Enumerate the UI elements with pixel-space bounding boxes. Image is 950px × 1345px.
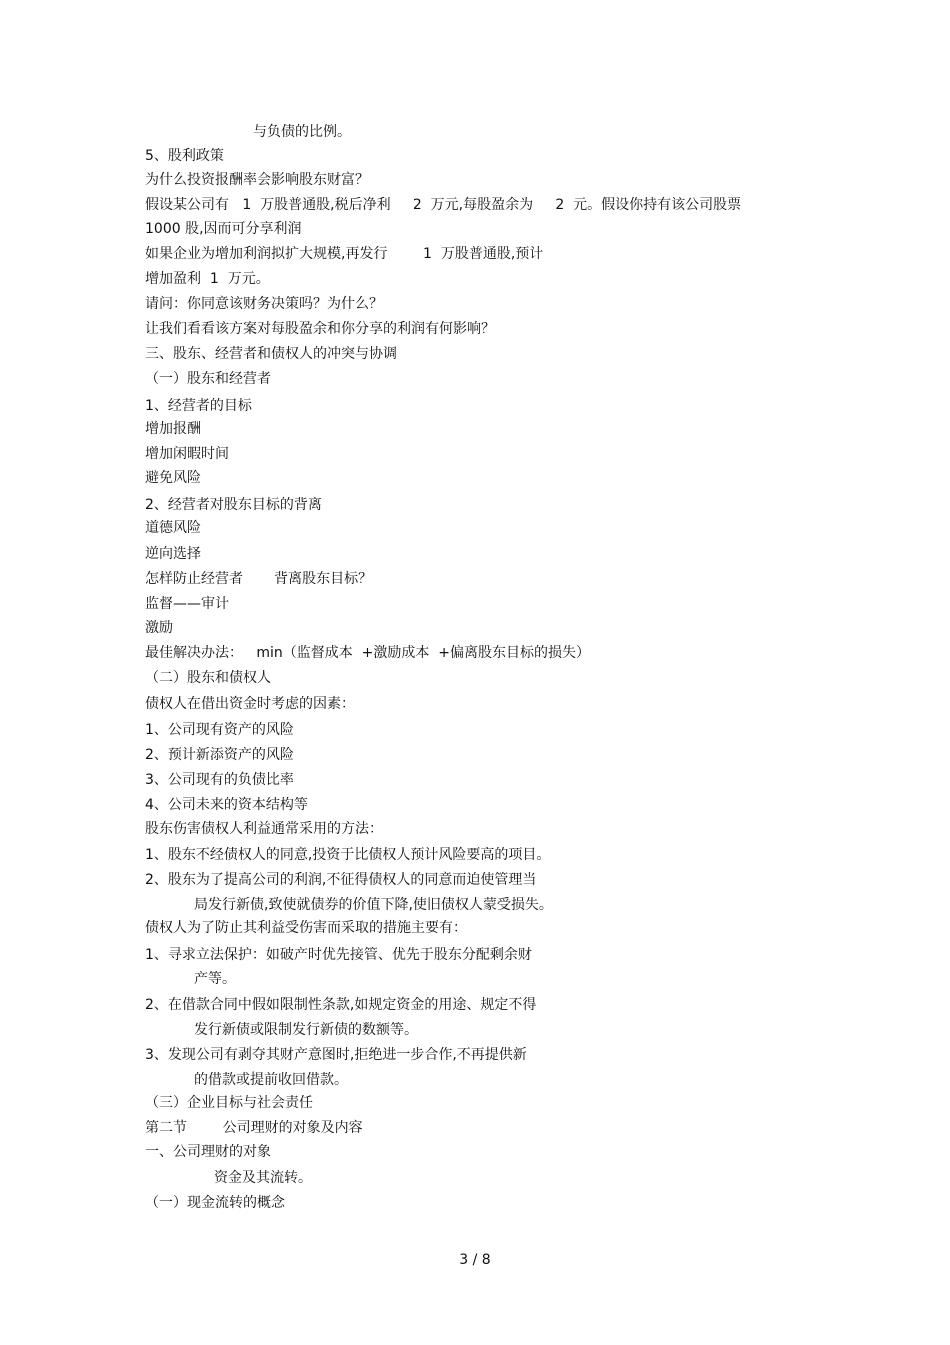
section-heading: 第二节 公司理财的对象及内容 — [145, 1120, 363, 1136]
text-line: 请问：你同意该财务决策吗？为什么？ — [145, 296, 383, 312]
text-line: 3、发现公司有剥夺其财产意图时,拒绝进一步合作,不再提供新 — [145, 1047, 527, 1063]
text-line: 2、在借款合同中假如限制性条款,如规定资金的用途、规定不得 — [145, 997, 537, 1013]
text-line: 假设某公司有 1 万股普通股,税后净利 2 万元,每股盈余为 2 元。假设你持有该公司股票 — [145, 197, 742, 213]
text-line: 2、股东为了提高公司的利润,不征得债权人的同意而迫使管理当 — [145, 872, 537, 888]
text-line: 债权人为了防止其利益受伤害而采取的措施主要有： — [145, 920, 467, 936]
text-line: 怎样防止经营者 背离股东目标？ — [145, 571, 373, 587]
text-line: 债权人在借出资金时考虑的因素： — [145, 696, 355, 712]
text-line: 局发行新债,致使就债券的价值下降,使旧债权人蒙受损失。 — [194, 897, 553, 913]
text-line: 2、预计新添资产的风险 — [145, 747, 294, 763]
text-line: 增加报酬 — [145, 421, 201, 437]
text-line: 1、公司现有资产的风险 — [145, 722, 294, 738]
text-line: 1、股东不经债权人的同意,投资于比债权人预计风险要高的项目。 — [145, 847, 551, 863]
text-line: 与负债的比例。 — [253, 124, 351, 140]
text-line: 为什么投资报酬率会影响股东财富？ — [145, 172, 369, 188]
section-heading: 三、股东、经营者和债权人的冲突与协调 — [145, 346, 397, 362]
subsection-heading: （一）现金流转的概念 — [145, 1195, 285, 1211]
section-heading: 一、公司理财的对象 — [145, 1144, 271, 1160]
text-line: 如果企业为增加利润拟扩大规模,再发行 1 万股普通股,预计 — [145, 246, 544, 262]
text-line: 监督——审计 — [145, 596, 229, 612]
text-line: 资金及其流转。 — [214, 1170, 312, 1186]
text-line: 股东伤害债权人利益通常采用的方法： — [145, 821, 383, 837]
text-line: 最佳解决办法： min（监督成本 +激励成本 +偏离股东目标的损失） — [145, 645, 591, 661]
text-line: 激励 — [145, 620, 173, 636]
text-line: 3、公司现有的负债比率 — [145, 772, 294, 788]
text-line: 产等。 — [194, 971, 236, 987]
text-line: 增加盈利 1 万元。 — [145, 271, 270, 287]
subsection-heading: （三）企业目标与社会责任 — [145, 1095, 313, 1111]
text-line: 发行新债或限制发行新债的数额等。 — [194, 1022, 418, 1038]
text-line: 让我们看看该方案对每股盈余和你分享的利润有何影响？ — [145, 321, 495, 337]
text-line: 4、公司未来的资本结构等 — [145, 797, 308, 813]
text-line: 1、经营者的目标 — [145, 398, 252, 414]
text-line: 2、经营者对股东目标的背离 — [145, 497, 322, 513]
text-line: 逆向选择 — [145, 546, 201, 562]
text-line: 避免风险 — [145, 470, 201, 486]
text-line: 1000 股,因而可分享利润 — [145, 221, 302, 237]
page-number: 3 / 8 — [459, 1252, 491, 1268]
text-line: 道德风险 — [145, 520, 201, 536]
text-line: 1、寻求立法保护：如破产时优先接管、优先于股东分配剩余财 — [145, 947, 532, 963]
subsection-heading: （二）股东和债权人 — [145, 670, 271, 686]
text-line: 的借款或提前收回借款。 — [194, 1072, 348, 1088]
text-line: 5、股利政策 — [145, 148, 224, 164]
subsection-heading: （一）股东和经营者 — [145, 371, 271, 387]
text-line: 增加闲暇时间 — [145, 446, 229, 462]
